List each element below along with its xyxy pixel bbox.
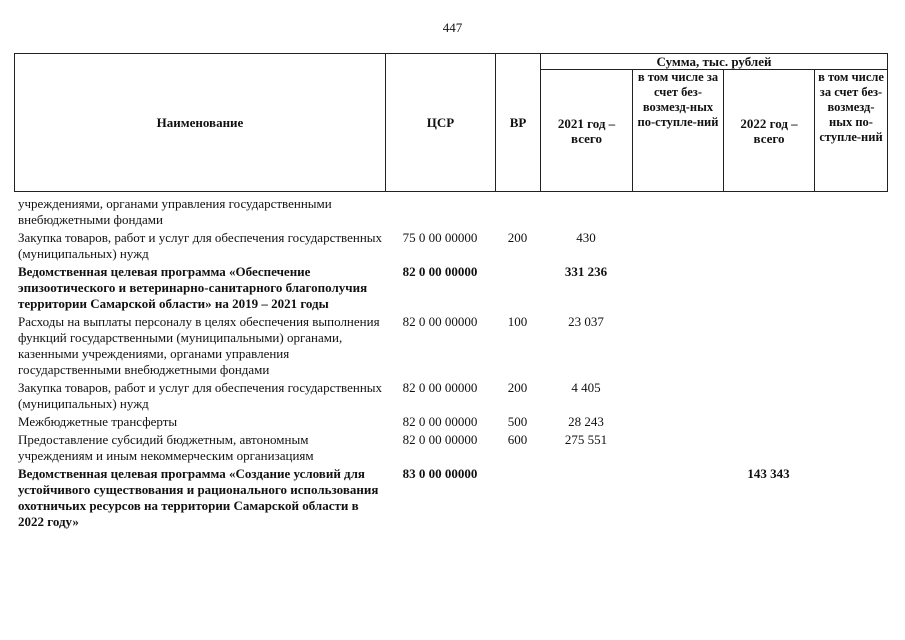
table-row	[14, 196, 887, 230]
row-vr: 200	[507, 230, 528, 245]
header-2021-total: 2021 год – всего	[541, 70, 633, 192]
row-sum-2022	[723, 380, 814, 414]
row-vr: 600	[507, 432, 528, 447]
row-free-2021	[632, 432, 723, 466]
row-sum-2022	[723, 264, 814, 314]
row-sum-2022	[723, 414, 814, 432]
row-sum-2021: 23 037	[568, 314, 604, 329]
table-row	[14, 230, 887, 264]
row-free-2021	[632, 314, 723, 380]
row-free-2022	[814, 264, 887, 314]
row-free-2022	[814, 230, 887, 264]
table-row	[14, 380, 887, 414]
table-header	[14, 53, 888, 192]
row-sum-2021: 430	[576, 230, 596, 245]
row-sum-2022: 143 343	[747, 466, 790, 481]
row-free-2021	[632, 264, 723, 314]
header-2022-total: 2022 год – всего	[724, 70, 815, 192]
header-2022-free: в том числе за счет без-возмезд-ных по-ступле-ний	[815, 70, 888, 192]
row-name: Закупка товаров, работ и услуг для обеспечения государственных (муниципальных) нужд	[18, 230, 383, 261]
row-name: Межбюджетные трансферты	[18, 414, 178, 429]
row-free-2022	[814, 196, 887, 230]
row-csr: 82 0 00 00000	[402, 380, 478, 395]
row-free-2021	[632, 230, 723, 264]
row-sum-2021: 275 551	[564, 432, 608, 447]
row-free-2022	[814, 466, 887, 532]
row-name: Закупка товаров, работ и услуг для обеспечения государственных (муниципальных) нужд	[18, 380, 383, 411]
row-vr: 500	[507, 414, 528, 429]
header-name: Наименование	[15, 54, 386, 192]
table-row	[14, 414, 887, 432]
row-sum-2022	[723, 314, 814, 380]
row-csr: 82 0 00 00000	[402, 314, 478, 329]
row-free-2021	[632, 466, 723, 532]
row-name: Расходы на выплаты персоналу в целях обеспечения выполнения функций государственными (муниципальными) органами, казенными учреждениями, органами управления государственными внебюджетными фондами	[18, 314, 380, 377]
row-sum-2021	[540, 196, 632, 230]
row-csr: 82 0 00 00000	[402, 264, 478, 279]
row-sum-2022	[723, 230, 814, 264]
row-name: Ведомственная целевая программа «Обеспечение эпизоотического и ветеринарно-санитарного благополучия территории Самарской области» на 2019 – 2021 годы	[18, 264, 368, 311]
row-free-2022	[814, 380, 887, 414]
row-vr	[495, 264, 540, 314]
table-row	[14, 314, 887, 380]
row-vr	[495, 196, 540, 230]
row-free-2022	[814, 314, 887, 380]
row-sum-2021: 331 236	[564, 264, 608, 279]
row-csr: 83 0 00 00000	[402, 466, 478, 481]
page-number: 447	[442, 20, 463, 35]
row-sum-2022	[723, 432, 814, 466]
header-2021-free: в том числе за счет без-возмезд-ных по-ступле-ний	[633, 70, 724, 192]
row-vr: 100	[507, 314, 528, 329]
row-sum-2021	[540, 466, 632, 532]
row-free-2021	[632, 196, 723, 230]
row-name: учреждениями, органами управления государственными внебюджетными фондами	[18, 196, 332, 227]
table-row	[14, 466, 887, 532]
row-sum-2021: 4 405	[571, 380, 601, 395]
row-name: Ведомственная целевая программа «Создание условий для устойчивого существования и рационального использования охотничьих ресурсов на территории Самарской области в 2022 году»	[18, 466, 379, 529]
row-csr: 75 0 00 00000	[402, 230, 478, 245]
row-free-2022	[814, 414, 887, 432]
row-sum-2021: 28 243	[568, 414, 604, 429]
table-row	[14, 432, 887, 466]
header-vr: ВР	[496, 54, 541, 192]
row-csr: 82 0 00 00000	[402, 432, 478, 447]
row-free-2022	[814, 432, 887, 466]
row-free-2021	[632, 380, 723, 414]
row-csr	[385, 196, 495, 230]
row-vr	[495, 466, 540, 532]
header-sum: Сумма, тыс. рублей	[541, 54, 888, 70]
row-free-2021	[632, 414, 723, 432]
header-csr: ЦСР	[386, 54, 496, 192]
row-name: Предоставление субсидий бюджетным, автономным учреждениям и иным некоммерческим организациям	[18, 432, 314, 463]
table-body	[14, 196, 887, 532]
row-csr: 82 0 00 00000	[402, 414, 478, 429]
row-vr: 200	[507, 380, 528, 395]
row-sum-2022	[723, 196, 814, 230]
table-row	[14, 264, 887, 314]
